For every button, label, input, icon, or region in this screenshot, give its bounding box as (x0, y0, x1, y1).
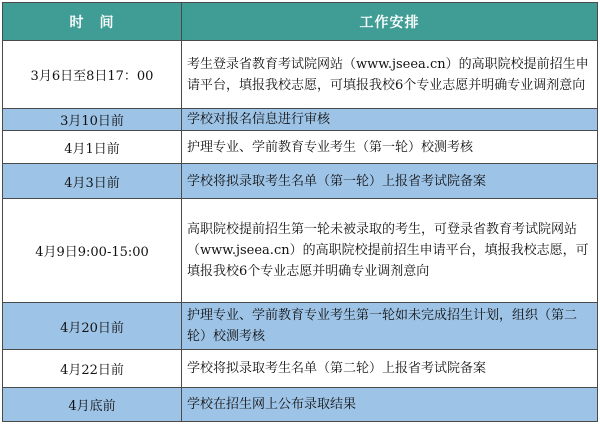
row-time: 4月底前 (3, 388, 182, 422)
row-time: 4月20日前 (3, 303, 182, 350)
table-row (3, 41, 598, 109)
row-time: 4月1日前 (3, 131, 182, 164)
table-row (3, 350, 598, 388)
header-time: 时 间 (3, 3, 182, 41)
row-work: 护理专业、学前教育专业考生第一轮如未完成招生计划，组织（第二轮）校测考核 (182, 303, 598, 350)
table-row (3, 199, 598, 303)
table-row (3, 109, 598, 131)
header-row (3, 3, 598, 41)
row-time: 3月10日前 (3, 109, 182, 131)
table-row (3, 131, 598, 164)
row-work: 学校将拟录取考生名单（第一轮）上报省考试院备案 (182, 164, 598, 199)
row-work: 考生登录省教育考试院网站（www.jseea.cn）的高职院校提前招生申请平台，填报我校志愿，可填报我校6个专业志愿并明确专业调剂意向 (182, 41, 598, 109)
row-work: 高职院校提前招生第一轮未被录取的考生，可登录省教育考试院网站（www.jseea.cn）的高职院校提前招生申请平台，填报我校志愿，可填报我校6个专业志愿并明确专业调剂意向 (182, 199, 598, 303)
table-row (3, 388, 598, 422)
row-time: 4月22日前 (3, 350, 182, 388)
row-work: 学校对报名信息进行审核 (182, 109, 598, 131)
row-time: 4月3日前 (3, 164, 182, 199)
schedule-table (2, 2, 598, 422)
row-work: 学校在招生网上公布录取结果 (182, 388, 598, 422)
row-work: 学校将拟录取考生名单（第二轮）上报省考试院备案 (182, 350, 598, 388)
table-row (3, 164, 598, 199)
row-time: 3月6日至8日17：00 (3, 41, 182, 109)
row-time: 4月9日9:00-15:00 (3, 199, 182, 303)
table-row (3, 303, 598, 350)
header-work: 工作安排 (182, 3, 598, 41)
row-work: 护理专业、学前教育专业考生（第一轮）校测考核 (182, 131, 598, 164)
